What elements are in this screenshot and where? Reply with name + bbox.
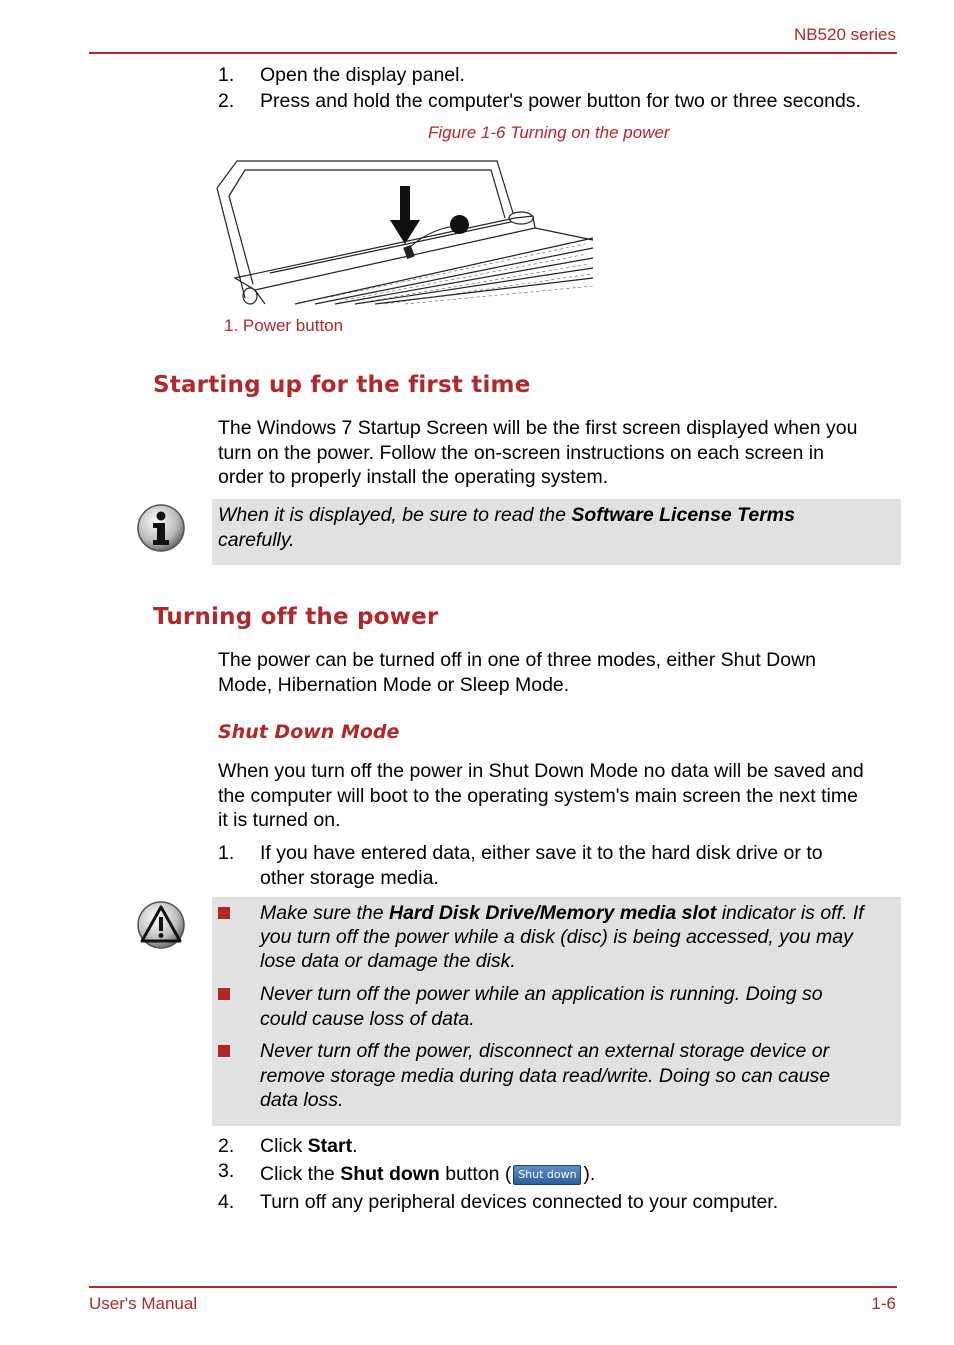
step-number: 1.: [218, 64, 235, 86]
callout-badge: 1: [450, 215, 469, 234]
step-text: other storage media.: [260, 867, 439, 889]
caution-icon: [136, 900, 186, 950]
step-text: Open the display panel.: [260, 64, 465, 86]
step-text-mid: button (: [439, 1163, 512, 1185]
paragraph-line: The power can be turned off in one of three modes, either Shut Down: [218, 649, 817, 671]
paragraph-line: the computer will boot to the operating system's main screen the next time: [218, 785, 858, 807]
bullet-marker: [218, 907, 230, 919]
paragraph-line: order to properly install the operating system.: [218, 466, 609, 488]
step-text: [260, 1162, 900, 1187]
caution-line: Never turn off the power, disconnect an external storage device or: [260, 1040, 830, 1062]
caution-text: indicator is off. If: [716, 902, 864, 924]
step-text-post: ).: [583, 1163, 596, 1185]
header-rule: [89, 52, 897, 54]
paragraph-line: The Windows 7 Startup Screen will be the first screen displayed when you: [218, 417, 858, 439]
caution-line: remove storage media during data read/write. Doing so can cause: [260, 1065, 831, 1087]
caution-line: Never turn off the power while an application is running. Doing so: [260, 983, 823, 1005]
figure-callout: 1. Power button: [224, 316, 344, 335]
note-text-pre: When it is displayed, be sure to read the: [218, 504, 572, 526]
section-heading: Starting up for the first time: [153, 372, 531, 398]
paragraph-line: it is turned on.: [218, 809, 341, 831]
shut-down-label: Shut down: [340, 1163, 440, 1185]
header-series: NB520 series: [793, 25, 896, 44]
step-number: 4.: [218, 1191, 235, 1213]
caution-line: data loss.: [260, 1089, 344, 1111]
caution-line: could cause loss of data.: [260, 1008, 475, 1030]
section-heading: Turning off the power: [153, 604, 439, 630]
step-text: [260, 1134, 900, 1159]
step-text: If you have entered data, either save it to the hard disk drive or to: [260, 842, 823, 864]
note-text-post: carefully.: [218, 529, 295, 551]
step-text-post: .: [352, 1135, 358, 1157]
caution-line: [260, 901, 864, 926]
footer-rule: [89, 1286, 897, 1288]
footer-manual: User's Manual: [89, 1294, 198, 1313]
figure-title: Figure 1-6 Turning on the power: [428, 123, 670, 142]
caution-bold: Hard Disk Drive/Memory media slot: [388, 902, 717, 924]
step-text-pre: Click the: [260, 1163, 341, 1185]
info-icon: [136, 503, 186, 553]
note-text-bold: Software License Terms: [571, 504, 795, 526]
paragraph-line: turn on the power. Follow the on-screen instructions on each screen in: [218, 442, 824, 464]
bullet-marker: [218, 988, 230, 1000]
note-line: [218, 503, 795, 528]
bullet-marker: [218, 1045, 230, 1057]
caution-text: Make sure the: [260, 902, 389, 924]
paragraph-line: When you turn off the power in Shut Down Mode no data will be saved and: [218, 760, 864, 782]
paragraph-line: Mode, Hibernation Mode or Sleep Mode.: [218, 674, 570, 696]
start-label: Start: [307, 1135, 353, 1157]
step-text: Turn off any peripheral devices connected to your computer.: [260, 1191, 779, 1213]
step-text: Press and hold the computer's power button for two or three seconds.: [260, 90, 861, 112]
footer-page-number: 1-6: [871, 1294, 896, 1313]
step-number: 3.: [218, 1160, 235, 1182]
step-text-pre: Click: [260, 1135, 308, 1157]
down-arrow-icon: [390, 186, 420, 246]
step-number: 1.: [218, 842, 235, 864]
caution-line: lose data or damage the disk.: [260, 950, 516, 972]
step-number: 2.: [218, 1135, 235, 1157]
subsection-heading: Shut Down Mode: [218, 721, 400, 743]
step-number: 2.: [218, 90, 235, 112]
caution-line: you turn off the power while a disk (disc) is being accessed, you may: [260, 926, 853, 948]
shut-down-button[interactable]: Shut down: [513, 1165, 581, 1185]
